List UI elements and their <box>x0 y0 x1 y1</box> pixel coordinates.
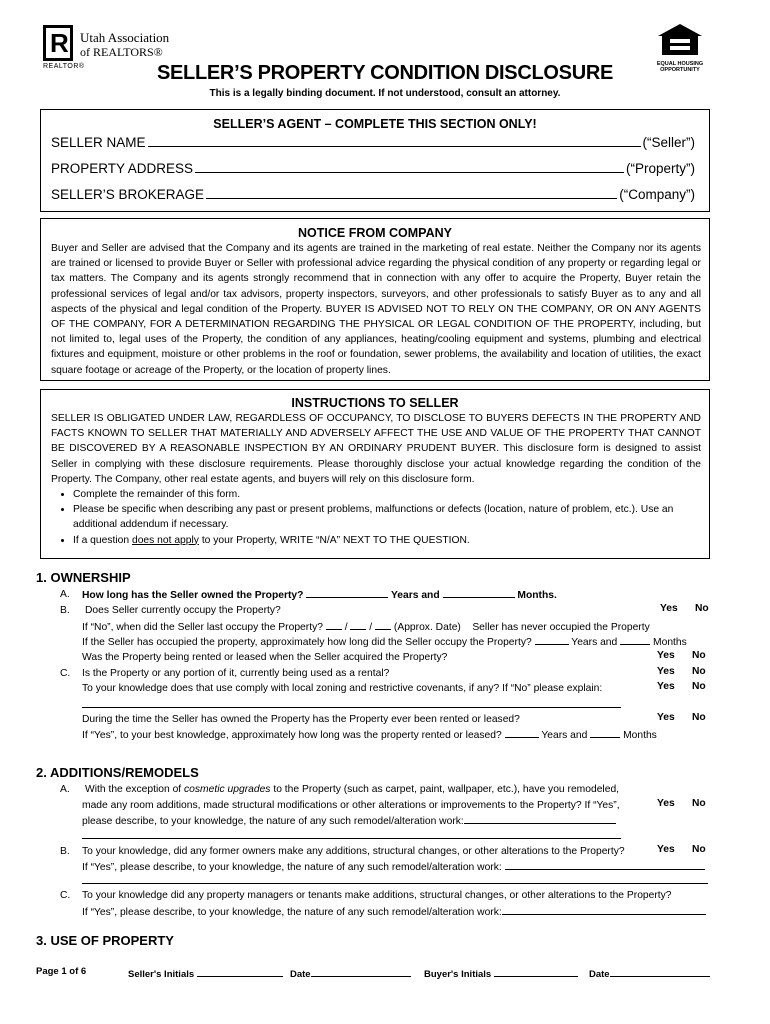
instruction-bullet-1: • Complete the remainder of this form. <box>73 487 679 502</box>
zoning-yes-option[interactable]: Yes <box>657 681 675 692</box>
bullet3-underlined: does not apply <box>131 534 199 546</box>
additions-b-letter: B. <box>60 846 70 857</box>
eho-text-2: OPPORTUNITY <box>660 67 700 73</box>
additions-a-line3: please describe, to your knowledge, the nature of any such remodel/alteration work: <box>82 816 464 827</box>
rented-months-field[interactable] <box>590 727 620 738</box>
seller-name-row <box>51 135 695 150</box>
additions-heading: 2. ADDITIONS/REMODELS <box>36 765 199 780</box>
remodel-describe-field-2[interactable] <box>82 838 621 839</box>
last-occupied-month-field[interactable] <box>326 619 342 630</box>
buyer-initials-field[interactable] <box>494 966 578 977</box>
seller-name-field[interactable] <box>148 135 641 147</box>
approx-date-label: (Approx. Date) <box>393 622 461 633</box>
seller-date-row <box>290 966 411 980</box>
page-title: SELLER’S PROPERTY CONDITION DISCLOSURE <box>156 62 614 84</box>
remodel-no-option[interactable]: No <box>692 798 706 809</box>
association-name-line1: Utah Association <box>80 30 170 45</box>
page-number: Page 1 of 6 <box>36 966 87 977</box>
buyer-date-label: Date <box>589 969 610 980</box>
b-no-option[interactable]: No <box>695 603 709 614</box>
property-address-row <box>51 161 695 176</box>
seller-date-field[interactable] <box>311 966 411 977</box>
additions-b-line2: If “Yes”, please describe, to your knowledge, the nature of any such remodel/alteration work: <box>82 862 502 873</box>
b-yes-option[interactable]: Yes <box>660 603 678 614</box>
realtor-logo-letter: R <box>50 28 69 58</box>
rented-years-label: Years and <box>541 730 588 741</box>
seller-name-label: SELLER NAME <box>51 135 146 150</box>
equal-housing-icon <box>654 22 706 56</box>
buyer-date-row <box>589 966 710 980</box>
rent-acquired-no-option[interactable]: No <box>692 650 706 661</box>
ownership-a-row <box>82 587 557 603</box>
seller-brokerage-label: SELLER’S BROKERAGE <box>51 187 205 202</box>
agent-section-heading: SELLER’S AGENT – COMPLETE THIS SECTION ONLY! <box>213 117 537 131</box>
notice-heading: NOTICE FROM COMPANY <box>298 226 452 240</box>
owned-years-field[interactable] <box>306 587 388 598</box>
additions-a-line3-row <box>82 813 616 829</box>
association-name-line2: of REALTORS® <box>80 45 163 59</box>
former-owners-describe-field[interactable] <box>505 859 705 870</box>
instructions-box <box>40 389 710 559</box>
ownership-b-question: Does Seller currently occupy the Property? <box>85 605 281 616</box>
eho-text-1: EQUAL HOUSING <box>656 61 704 67</box>
seller-date-label: Date <box>290 969 311 980</box>
rental-use-question: Is the Property or any portion of it, currently being used as a rental? <box>82 668 390 679</box>
seller-initials-field[interactable] <box>197 966 283 977</box>
rental-use-no-option[interactable]: No <box>692 666 706 677</box>
cosmetic-upgrades-text: cosmetic upgrades <box>184 784 271 795</box>
occupied-duration-label: If the Seller has occupied the property, approximately how long did the Seller occupy the Property? <box>82 637 532 648</box>
former-owners-describe-field-2[interactable] <box>82 883 708 884</box>
last-occupied-day-field[interactable] <box>350 619 366 630</box>
seller-brokerage-field[interactable] <box>206 187 617 199</box>
notice-box <box>40 218 710 381</box>
rented-years-field[interactable] <box>505 727 539 738</box>
property-address-suffix: (“Property”) <box>625 161 695 176</box>
additions-a-letter: A. <box>60 784 70 795</box>
buyer-date-field[interactable] <box>610 966 710 977</box>
additions-c-line2: If “Yes”, please describe, to your knowledge, the nature of any such remodel/alteration work: <box>82 907 502 918</box>
bullet3-pre: If a question <box>73 534 132 546</box>
last-occupied-year-field[interactable] <box>375 619 391 630</box>
rented-duration-row <box>82 727 657 743</box>
instructions-body: SELLER IS OBLIGATED UNDER LAW, REGARDLESS OF OCCUPANCY, TO DISCLOSE TO BUYERS DEFECTS IN THE PROPERTY AND FACTS KNOWN TO SELLER THAT MATERIALLY AND ADVERSELY AFFECT THE USE AND VALUE OF THE PROPERTY THAT CANNOT BE DISCOVERED BY A REASONABLE INSPECTION BY AN ORDINARY PRUDENT BUYER. This disclosure form is designed to assist Seller in complying with these disclosure requirements. Please thoroughly disclose your actual knowledge regarding the condition of the Property. The Company, other real estate agents, and buyers will rely on this disclosure form. <box>51 413 701 485</box>
property-address-field[interactable] <box>195 161 624 173</box>
rented-duration-label: If “Yes”, to your best knowledge, approximately how long was the property rented or leased? <box>82 730 502 741</box>
additions-c-line1: To your knowledge did any property managers or tenants make additions, structural changes, or other alterations to the Property? <box>82 890 672 901</box>
rented-when-acquired-question: Was the Property being rented or leased when the Seller acquired the Property? <box>82 652 448 663</box>
seller-initials-row <box>128 966 283 980</box>
seller-brokerage-suffix: (“Company”) <box>619 187 695 202</box>
realtor-mark: REALTOR® <box>43 63 85 70</box>
last-occupied-label: If “No”, when did the Seller last occupy the Property? <box>82 622 323 633</box>
remodel-describe-field[interactable] <box>464 813 616 824</box>
additions-b-line2-row <box>82 859 705 875</box>
ever-rented-question: During the time the Seller has owned the Property has the Property ever been rented or leased? <box>82 714 520 725</box>
owned-months-field[interactable] <box>443 587 515 598</box>
former-owners-yes-option[interactable]: Yes <box>657 844 675 855</box>
zoning-compliance-question: To your knowledge does that use comply with local zoning and restrictive covenants, if any? If “No” please explain: <box>82 683 603 694</box>
additions-a-line1-pre: With the exception of <box>85 784 185 795</box>
additions-a-line1 <box>85 782 619 797</box>
ownership-heading: 1. OWNERSHIP <box>36 570 131 585</box>
additions-c-letter: C. <box>60 890 71 901</box>
notice-body: Buyer and Seller are advised that the Company and its agents are trained in the marketing of real estate. Neither the Company nor its agents are trained or licensed to provide Buyer or Seller with professional advice regarding the physical condition of any property or regarding legal or tax matters. The Company and its agents strongly recommend that in connection with any offer to acquire the Property, Buyer retain the professional services of legal and/or tax advisors, property inspectors, surveyors, and other professionals to satisfy Buyer as to any and all aspects of the physical and legal condition of the Property. BUYER IS ADVISED NOT TO RELY ON THE COMPANY, OR ON ANY AGENTS OF THE COMPANY, FOR A DETERMINATION REGARDING THE PHYSICAL OR LEGAL CONDITION OF THE PROPERTY, including, but not limited to, legal uses of the Property, the condition of any appliances, heating/cooling equipment and systems, plumbing and electrical fixtures and equipment, moisture or other problems in the roof or foundation, sewer problems, the availability and location of utilities, the exact square footage or acreage of the Property, or the location of property lines. <box>51 243 701 376</box>
bullet3-post: to your Property, WRITE “N/A” NEXT TO THE QUESTION. <box>198 534 470 546</box>
seller-brokerage-row <box>51 187 695 202</box>
rented-months-label: Months <box>623 730 657 741</box>
ever-rented-no-option[interactable]: No <box>692 712 706 723</box>
ever-rented-yes-option[interactable]: Yes <box>657 712 675 723</box>
agent-section-box <box>40 109 710 212</box>
zoning-explain-field[interactable] <box>82 707 621 708</box>
additions-b-line1: To your knowledge, did any former owners make any additions, structural changes, or other alterations to the Property? <box>82 846 625 857</box>
ownership-a-months: Months. <box>517 590 557 601</box>
seller-name-suffix: (“Seller”) <box>642 135 695 150</box>
seller-initials-label: Seller's Initials <box>128 969 195 980</box>
buyer-initials-label: Buyer's Initials <box>424 969 492 980</box>
ownership-a-question: How long has the Seller owned the Property? <box>82 590 304 601</box>
property-address-label: PROPERTY ADDRESS <box>51 161 194 176</box>
rent-acquired-yes-option[interactable]: Yes <box>657 650 675 661</box>
former-owners-no-option[interactable]: No <box>692 844 706 855</box>
occupied-months-label: Months <box>653 637 687 648</box>
occupied-years-label: Years and <box>571 637 618 648</box>
ownership-a-letter: A. <box>60 589 70 600</box>
use-of-property-heading: 3. USE OF PROPERTY <box>36 933 174 948</box>
ownership-c-letter: C. <box>60 668 71 679</box>
additions-a-line2: made any room additions, made structural modifications or other alterations or improvements to the Property? If “Yes”, <box>82 800 620 811</box>
additions-c-line2-row <box>82 904 706 920</box>
instructions-heading: INSTRUCTIONS TO SELLER <box>291 396 459 410</box>
ownership-a-years: Years and <box>390 590 440 601</box>
remodel-yes-option[interactable]: Yes <box>657 798 675 809</box>
page-subtitle: This is a legally binding document. If not understood, consult an attorney. <box>209 88 561 99</box>
tenants-describe-field[interactable] <box>502 904 706 915</box>
ownership-b-letter: B. <box>60 605 70 616</box>
additions-a-line1-post: to the Property (such as carpet, paint, wallpaper, etc.), have you remodeled, <box>270 784 620 795</box>
rental-use-yes-option[interactable]: Yes <box>657 666 675 677</box>
buyer-initials-row <box>424 966 578 980</box>
instruction-bullet-2: • Please be specific when describing any past or present problems, malfunctions or defects (location, nature of problem, etc.). Use an additional addendum if necessary. <box>73 502 679 532</box>
occupied-months-field[interactable] <box>620 634 650 645</box>
last-occupied-row: If “No”, when did the Seller last occupy the Property? / / (Approx. Date) Seller has never occupied the Property <box>82 619 650 635</box>
occupied-years-field[interactable] <box>535 634 569 645</box>
instructions-list <box>51 487 679 548</box>
zoning-no-option[interactable]: No <box>692 681 706 692</box>
never-occupied-label[interactable]: Seller has never occupied the Property <box>472 622 650 633</box>
instruction-bullet-3 <box>73 533 679 548</box>
occupied-duration-row <box>82 634 687 650</box>
